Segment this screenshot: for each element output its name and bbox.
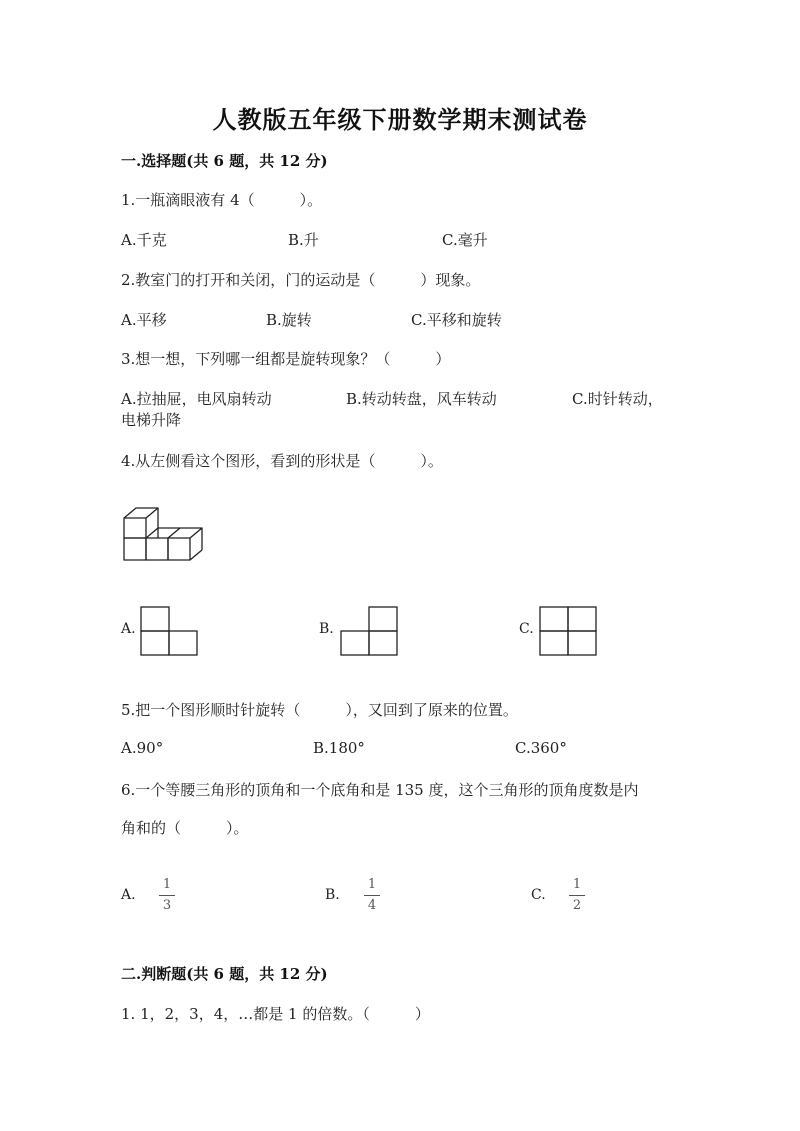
question-2: 2.教室门的打开和关闭，门的运动是（ ）现象。	[121, 271, 481, 289]
fraction-numerator: 1	[162, 877, 172, 892]
question-4: 4.从左侧看这个图形，看到的形状是（ ）。	[121, 452, 443, 470]
fraction-denominator: 2	[572, 898, 582, 913]
q4-option-c-label: C.	[519, 621, 534, 637]
tf-question-1: 1. 1，2，3，4，…都是 1 的倍数。（ ）	[121, 1005, 430, 1023]
q2-option-b: B.旋转	[266, 311, 312, 329]
q6-option-c-label: C.	[531, 887, 546, 903]
q1-option-c: C.毫升	[442, 231, 488, 249]
question-6-line-1: 6.一个等腰三角形的顶角和一个底角和是 135 度，这个三角形的顶角度数是内	[121, 781, 639, 799]
q6-option-c-fraction	[569, 878, 585, 913]
section-heading-choice: 一.选择题(共 6 题，共 12 分)	[121, 152, 328, 170]
q6-option-b-fraction	[364, 878, 380, 913]
q6-option-a-fraction	[159, 878, 175, 913]
section-heading-true-false: 二.判断题(共 6 题，共 12 分)	[121, 965, 328, 983]
fraction-denominator: 4	[367, 898, 377, 913]
q4-option-c-shape	[539, 606, 599, 658]
fraction-bar	[569, 895, 585, 896]
q3-option-a: A.拉抽屉，电风扇转动	[121, 390, 272, 408]
question-1: 1.一瓶滴眼液有 4（ ）。	[121, 191, 323, 209]
q4-option-a-shape	[140, 606, 200, 658]
q3-option-b: B.转动转盘，风车转动	[346, 390, 497, 408]
q5-option-a: A.90°	[121, 739, 164, 757]
q2-option-c: C.平移和旋转	[411, 311, 502, 329]
question-5: 5.把一个图形顺时针旋转（ ），又回到了原来的位置。	[121, 701, 518, 719]
q1-option-b: B.升	[288, 231, 319, 249]
fraction-bar	[364, 895, 380, 896]
q5-option-c: C.360°	[515, 739, 567, 757]
page-title: 人教版五年级下册数学期末测试卷	[212, 105, 588, 134]
q5-option-b: B.180°	[313, 739, 365, 757]
fraction-denominator: 3	[162, 898, 172, 913]
q1-option-a: A.千克	[121, 231, 167, 249]
q2-option-a: A.平移	[121, 311, 167, 329]
q4-option-a-label: A.	[121, 621, 136, 637]
q4-option-b-shape	[340, 606, 400, 658]
q3-option-c-continued: 电梯升降	[121, 411, 182, 429]
fraction-numerator: 1	[367, 877, 377, 892]
q6-option-b-label: B.	[325, 887, 340, 903]
question-3: 3.想一想，下列哪一组都是旋转现象？（ ）	[121, 350, 451, 368]
q4-option-b-label: B.	[319, 621, 334, 637]
question-6-line-2: 角和的（ ）。	[121, 819, 249, 837]
fraction-numerator: 1	[572, 877, 582, 892]
q3-option-c: C.时针转动，	[572, 390, 663, 408]
q6-option-a-label: A.	[121, 887, 136, 903]
block-figure	[118, 500, 218, 570]
fraction-bar	[159, 895, 175, 896]
